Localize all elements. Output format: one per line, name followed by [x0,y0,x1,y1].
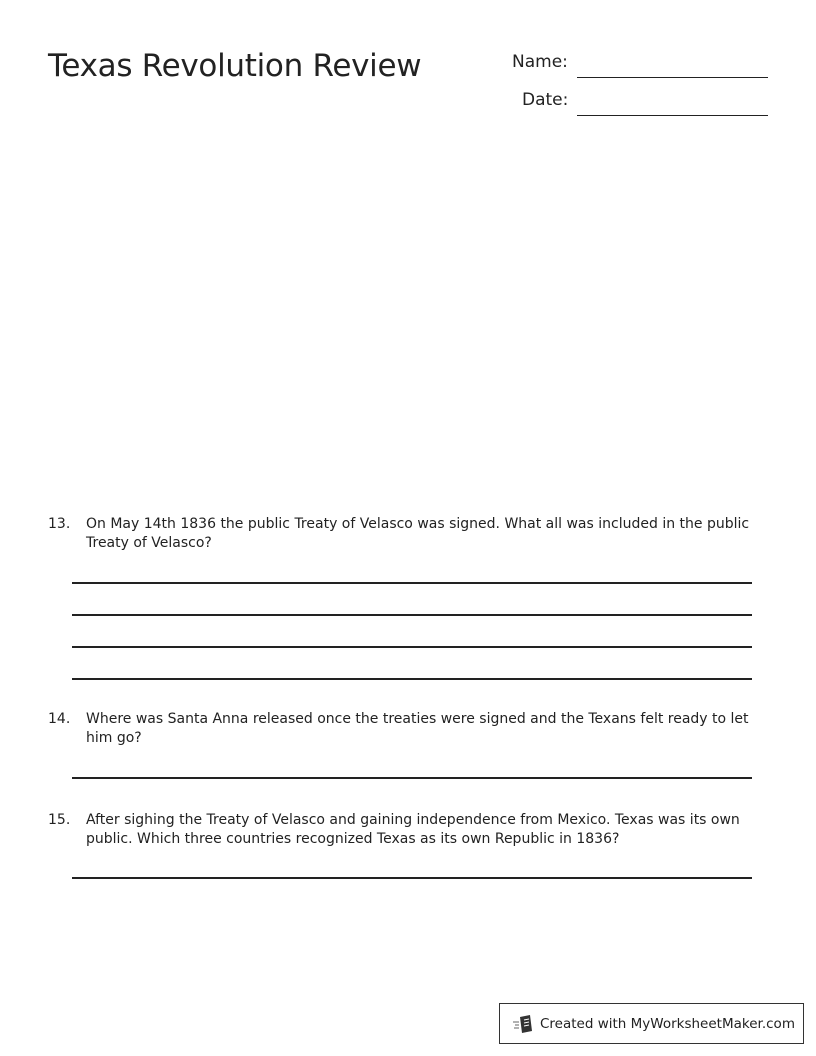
date-label: Date: [522,90,569,110]
worksheet-maker-logo-icon [512,1014,534,1034]
date-field[interactable] [577,115,768,116]
answer-line[interactable] [72,877,752,879]
answer-line[interactable] [72,777,752,779]
answer-line[interactable] [72,646,752,648]
question-number: 13. [48,516,71,532]
name-field[interactable] [577,77,768,78]
question-text: Where was Santa Anna released once the treaties were signed and the Texans felt ready to let him go? [86,711,749,746]
answer-line[interactable] [72,614,752,616]
page-title: Texas Revolution Review [48,48,422,84]
answer-line[interactable] [72,678,752,680]
name-label: Name: [512,52,568,72]
question-number: 15. [48,812,71,828]
question-text: After sighing the Treaty of Velasco and gaining independence from Mexico. Texas was its own public. Which three countries recognized Texas as its own Republic in 1836? [86,812,740,847]
footer-credit [499,1003,804,1044]
answer-line[interactable] [72,582,752,584]
question-number: 14. [48,711,71,727]
footer-text: Created with MyWorksheetMaker.com [540,1015,795,1032]
question-text: On May 14th 1836 the public Treaty of Velasco was signed. What all was included in the public Treaty of Velasco? [86,516,750,551]
